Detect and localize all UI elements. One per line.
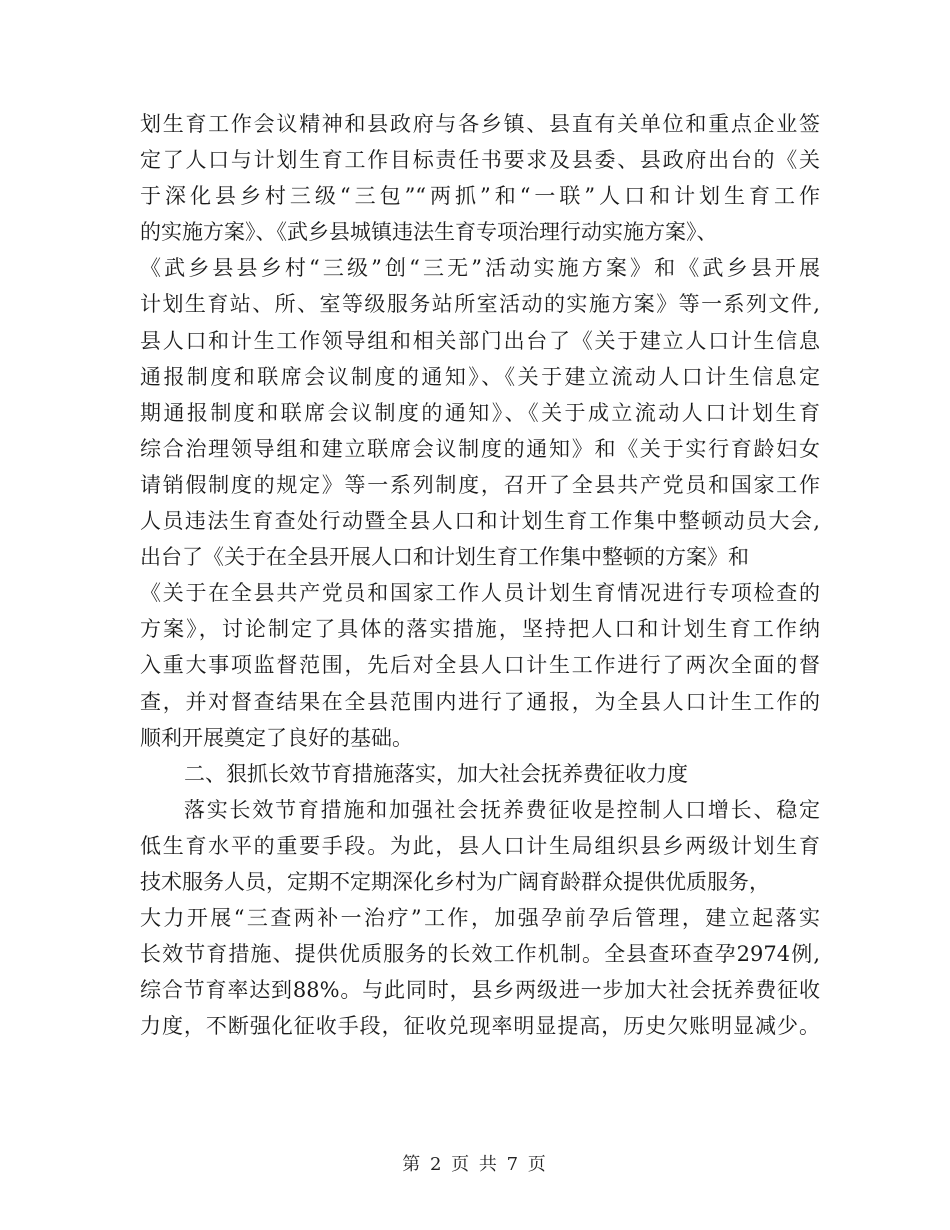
page-footer: 第 2 页 共 7 页: [402, 1154, 548, 1175]
text-line: 《武乡县县乡村“三级”创“三无”活动实施方案》和《武乡县开展: [140, 256, 820, 281]
text-line: 入重大事项监督范围，先后对全县人口计生工作进行了两次全面的督: [140, 653, 820, 678]
text-line: 县人口和计生工作领导组和相关部门出台了《关于建立人口计生信息: [140, 328, 820, 353]
text-line: 出台了《关于在全县开展人口和计划生育工作集中整顿的方案》和: [140, 545, 749, 570]
text-line: 请销假制度的规定》等一系列制度，召开了全县共产党员和国家工作: [140, 472, 820, 497]
text-line: 综合节育率达到88%。与此同时，县乡两级进一步加大社会抚养费征收: [140, 978, 820, 1003]
text-line: 人员违法生育查处行动暨全县人口和计划生育工作集中整顿动员大会,: [140, 509, 820, 534]
text-line: 查，并对督查结果在全县范围内进行了通报，为全县人口计生工作的: [140, 689, 820, 714]
text-line: 力度，不断强化征收手段，征收兑现率明显提高，历史欠账明显减少。: [140, 1014, 820, 1039]
text-line: 大力开展“三查两补一治疗”工作，加强孕前孕后管理，建立起落实: [140, 906, 820, 931]
text-line: 落实长效节育措施和加强社会抚养费征收是控制人口增长、稳定: [184, 797, 820, 822]
text-line: 低生育水平的重要手段。为此，县人口计生局组织县乡两级计划生育: [140, 833, 820, 858]
text-line: 技术服务人员，定期不定期深化乡村为广阔育龄群众提供优质服务，: [140, 869, 770, 894]
text-line: 通报制度和联席会议制度的通知》、《关于建立流动人口计生信息定: [140, 364, 820, 389]
text-line: 长效节育措施、提供优质服务的长效工作机制。全县查环查孕2974例,: [140, 942, 820, 967]
document-body: [140, 106, 820, 1044]
text-line: 计划生育站、所、室等级服务站所室活动的实施方案》等一系列文件,: [140, 292, 820, 317]
text-line: 于深化县乡村三级“三包”“两抓”和“一联”人口和计划生育工作: [140, 184, 820, 209]
text-line: 顺利开展奠定了良好的基础。: [140, 725, 413, 750]
text-line: 二、狠抓长效节育措施落实，加大社会抚养费征收力度: [184, 761, 688, 786]
text-line: 定了人口与计划生育工作目标责任书要求及县委、县政府出台的《关: [140, 148, 820, 173]
text-line: 《关于在全县共产党员和国家工作人员计划生育情况进行专项检查的: [140, 581, 820, 606]
text-line: 的实施方案》、《武乡县城镇违法生育专项治理行动实施方案》、: [140, 220, 718, 245]
text-line: 期通报制度和联席会议制度的通知》、《关于成立流动人口计划生育: [140, 400, 820, 425]
text-line: 方案》，讨论制定了具体的落实措施，坚持把人口和计划生育工作纳: [140, 617, 820, 642]
text-line: 划生育工作会议精神和县政府与各乡镇、县直有关单位和重点企业签: [140, 112, 820, 136]
text-line: 综合治理领导组和建立联席会议制度的通知》和《关于实行育龄妇女: [140, 436, 820, 461]
